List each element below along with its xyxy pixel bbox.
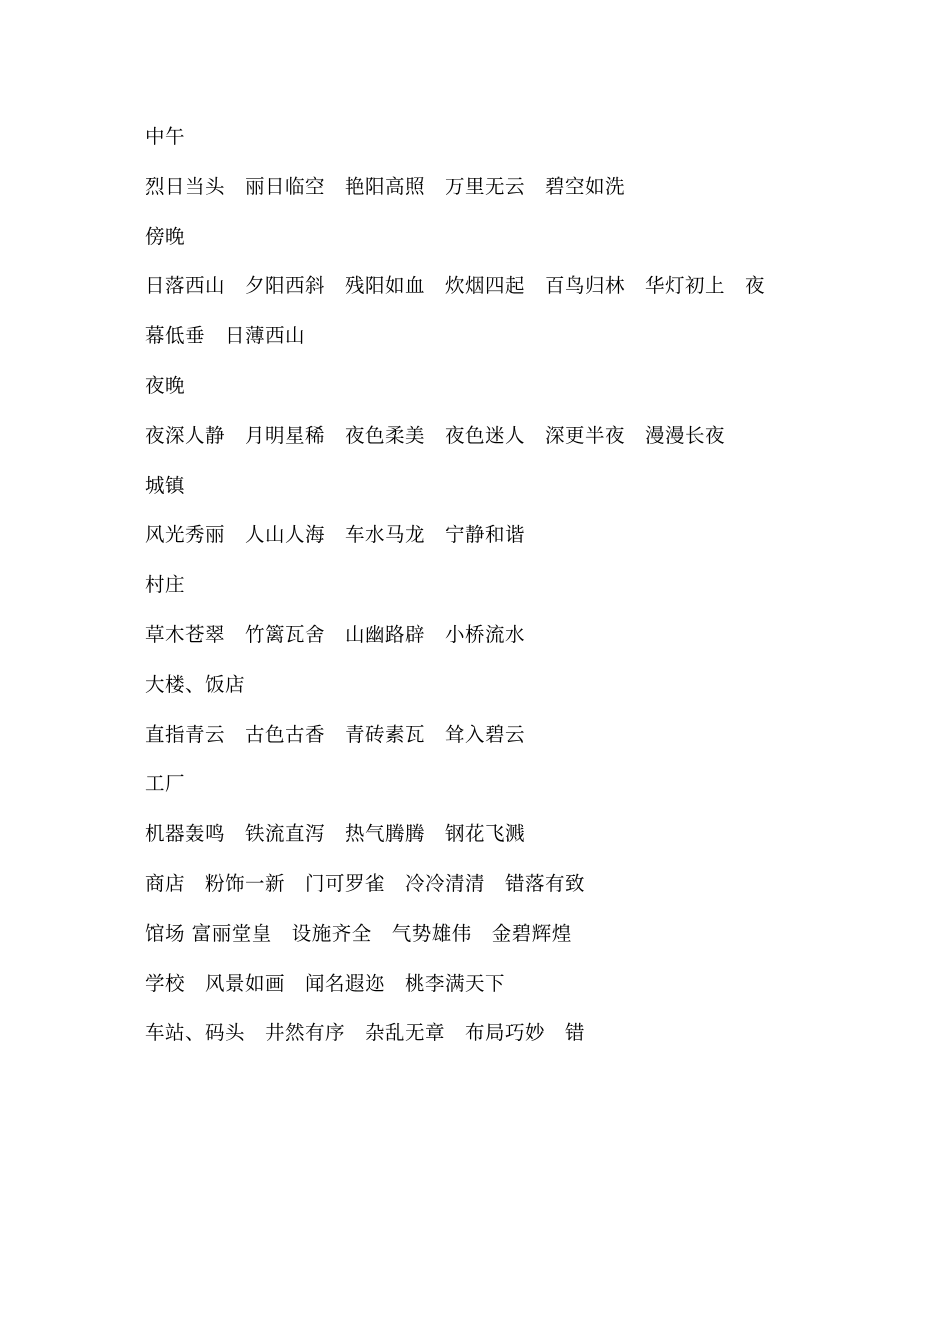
phrases-night: 夜深人静 月明星稀 夜色柔美 夜色迷人 深更半夜 漫漫长夜 bbox=[145, 423, 726, 447]
heading-village: 村庄 bbox=[145, 573, 186, 597]
document-body bbox=[145, 123, 825, 1069]
phrases-village: 草木苍翠 竹篱瓦舍 山幽路辟 小桥流水 bbox=[145, 622, 526, 646]
heading-dusk: 傍晚 bbox=[145, 224, 186, 248]
heading-noon: 中午 bbox=[145, 125, 186, 148]
phrases-dusk-continued: 幕低垂 日薄西山 bbox=[145, 324, 306, 348]
phrases-noon: 烈日当头 丽日临空 艳阳高照 万里无云 碧空如洗 bbox=[145, 174, 626, 198]
phrases-venue: 馆场 富丽堂皇 设施齐全 气势雄伟 金碧辉煌 bbox=[145, 921, 572, 945]
phrases-shop: 商店 粉饰一新 门可罗雀 冷冷清清 错落有致 bbox=[145, 871, 586, 895]
phrases-factory: 机器轰鸣 铁流直泻 热气腾腾 钢花飞溅 bbox=[145, 822, 526, 846]
heading-factory: 工厂 bbox=[145, 772, 186, 796]
phrases-town: 风光秀丽 人山人海 车水马龙 宁静和谐 bbox=[145, 523, 526, 547]
heading-building-hotel: 大楼、饭店 bbox=[145, 672, 246, 696]
heading-night: 夜晚 bbox=[145, 373, 186, 397]
heading-town: 城镇 bbox=[145, 473, 186, 497]
phrases-building-hotel: 直指青云 古色古香 青砖素瓦 耸入碧云 bbox=[145, 722, 526, 746]
phrases-station-wharf: 车站、码头 井然有序 杂乱无章 布局巧妙 错 bbox=[145, 1021, 586, 1045]
phrases-school: 学校 风景如画 闻名遐迩 桃李满天下 bbox=[145, 971, 506, 995]
phrases-dusk: 日落西山 夕阳西斜 残阳如血 炊烟四起 百鸟归林 华灯初上 夜 bbox=[145, 274, 766, 298]
